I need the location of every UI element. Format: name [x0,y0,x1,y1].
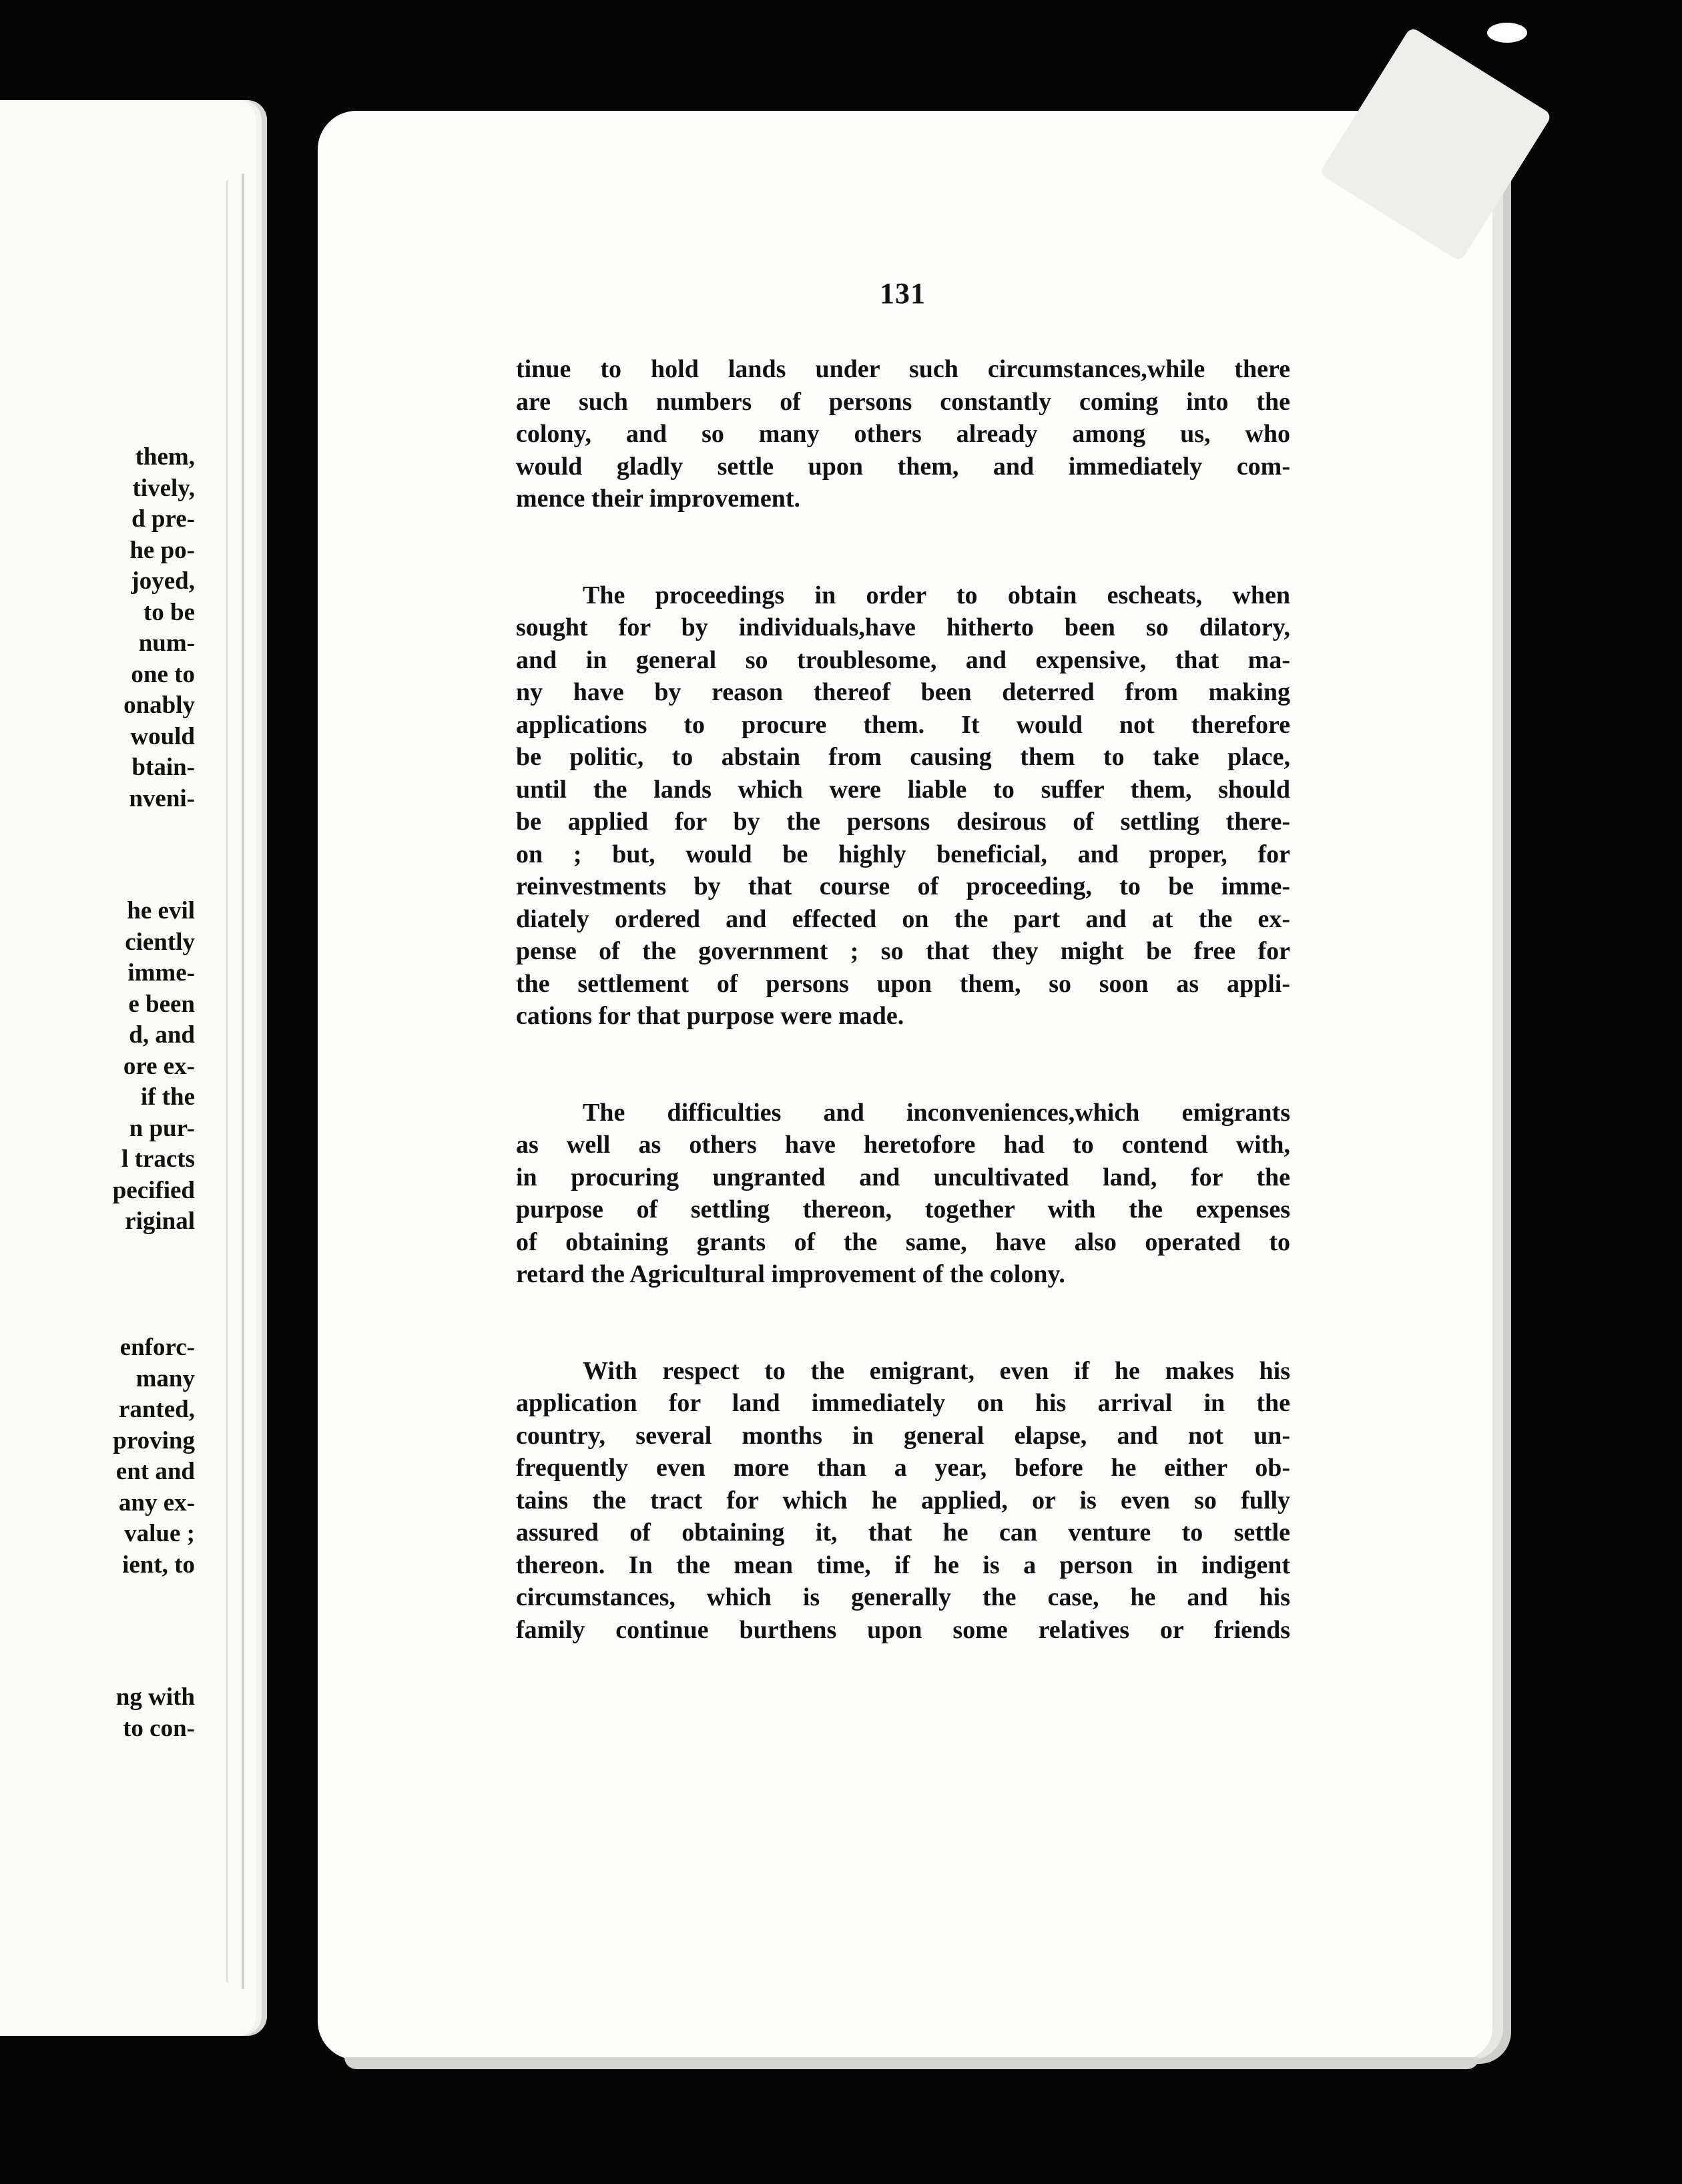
fragment-line: to be [143,598,195,626]
text-line: family continue burthens upon some relatives or friends [516,1615,1290,1644]
page-edge [242,174,244,1989]
text-line: assured of obtaining it, that he can venture to settle [516,1519,1290,1547]
fragment-line: he evil [127,897,195,924]
fragment-line: them, [135,443,195,471]
text-line: diately ordered and effected on the part and at the ex- [516,904,1290,933]
fragment-line: imme- [127,959,195,987]
fragment-line: l tracts [121,1145,195,1173]
text-line: would gladly settle upon them, and immediately com- [516,452,1290,481]
page-edge [344,2057,1479,2069]
text-line: the settlement of persons upon them, so soon as appli- [516,969,1290,998]
page-number: 131 [880,277,926,310]
fragment-line: proving [113,1426,195,1454]
text-line: in procuring ungranted and uncultivated land, for the [516,1163,1290,1191]
fragment-line: e been [128,990,195,1018]
text-line: purpose of settling thereon, together with the expenses [516,1195,1290,1223]
paragraph-2 [516,579,1290,1033]
fragment-line: if the [140,1083,195,1111]
fragment-line: riginal [125,1207,195,1235]
text-line: tains the tract for which he applied, or is even so fully [516,1486,1290,1515]
body-text [516,353,1290,1646]
fragment-line: one to [131,660,195,688]
fragment-line: pecified [112,1176,195,1204]
paragraph-3 [516,1097,1290,1291]
text-line: frequently even more than a year, before he either ob- [516,1454,1290,1482]
fragment-line: onably [123,692,195,719]
fragment-line: would [130,722,195,750]
fragment-line: num- [138,629,195,657]
fragment-line: d pre- [131,505,195,533]
fragment-line: ient, to [122,1551,195,1579]
text-line: are such numbers of persons constantly coming into the [516,387,1290,416]
text-line: applications to procure them. It would not therefore [516,710,1290,739]
text-line: of obtaining grants of the same, have also operated to [516,1227,1290,1256]
fragment-line: value ; [124,1520,195,1547]
page-edge [226,180,228,1982]
text-line: be politic, to abstain from causing them to take place, [516,743,1290,771]
text-line: circumstances, which is generally the case, he and his [516,1583,1290,1611]
text-line: and in general so troublesome, and expensive, that ma- [516,645,1290,674]
text-line: cations for that purpose were made. [516,1002,904,1030]
text-line: retard the Agricultural improvement of the colony. [516,1260,1065,1288]
text-line: mence their improvement. [516,485,800,513]
text-line: sought for by individuals,have hitherto been so dilatory, [516,613,1290,641]
text-line: The proceedings in order to obtain escheats, when [583,581,1290,609]
text-line: reinvestments by that course of proceeding, to be imme- [516,872,1290,900]
fragment-line: to con- [123,1714,195,1742]
text-line: be applied for by the persons desirous of settling there- [516,808,1290,836]
fragment-line: ranted, [118,1396,195,1423]
fragment-line: enforc- [119,1334,195,1361]
fragment-line: ng with [115,1683,195,1711]
paragraph-1 [516,353,1290,515]
fragment-line: nveni- [129,784,195,812]
fragment-line: ore ex- [123,1052,195,1080]
fragment-line: joyed, [131,567,195,595]
text-line: thereon. In the mean time, if he is a person in indigent [516,1551,1290,1579]
text-line: ny have by reason thereof been deterred from making [516,678,1290,706]
text-line: colony, and so many others already among us, who [516,420,1290,448]
fragment-line: btain- [131,754,195,781]
paragraph-4 [516,1355,1290,1647]
fragment-block-top [95,442,195,814]
text-line: country, several months in general elapse, and not un- [516,1421,1290,1450]
fragment-line: tively, [132,474,195,502]
fragment-block-bottom [95,1682,195,1744]
text-line: tinue to hold lands under such circumstances,while there [516,355,1290,383]
text-line: until the lands which were liable to suffer them, should [516,775,1290,804]
fragment-line: any ex- [118,1488,195,1517]
text-line: The difficulties and inconveniences,which emigrants [583,1098,1290,1127]
fragment-line: n pur- [129,1114,195,1142]
fragment-block-mid2 [95,1332,195,1581]
fragment-line: ent and [115,1458,195,1485]
fragment-block-mid1 [95,896,195,1238]
dust-speck [1487,23,1527,43]
fragment-line: many [135,1364,195,1392]
text-line: as well as others have heretofore had to contend with, [516,1131,1290,1159]
text-line: on ; but, would be highly beneficial, and proper, for [516,840,1290,868]
previous-page-fragment [0,100,267,2036]
fragment-line: d, and [129,1021,195,1049]
text-line: With respect to the emigrant, even if he makes his [583,1356,1290,1385]
text-line: pense of the government ; so that they might be free for [516,937,1290,965]
text-line: application for land immediately on his arrival in the [516,1389,1290,1417]
fragment-line: he po- [129,536,195,564]
fragment-line: ciently [125,928,195,956]
